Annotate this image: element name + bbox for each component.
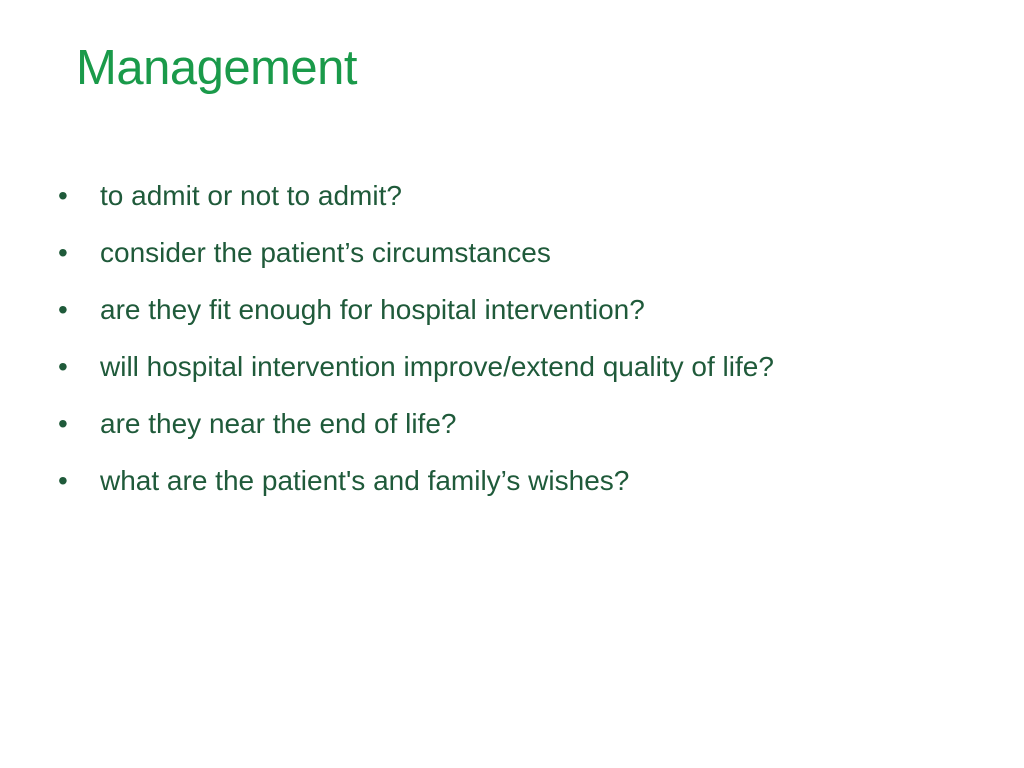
bullet-item [58, 172, 998, 229]
bullet-item [58, 343, 998, 400]
bullet-text: are they fit enough for hospital intervention? [100, 294, 645, 325]
bullet-icon: • [58, 294, 68, 325]
bullet-item [58, 457, 998, 514]
bullet-item [58, 286, 998, 343]
bullet-item [58, 400, 998, 457]
bullet-icon: • [58, 180, 68, 211]
bullet-text: will hospital intervention improve/extend quality of life? [100, 351, 774, 382]
bullet-icon: • [58, 237, 68, 268]
bullet-text: consider the patient’s circumstances [100, 237, 551, 268]
bullet-icon: • [58, 465, 68, 496]
bullet-list [58, 172, 998, 514]
bullet-text: are they near the end of life? [100, 408, 457, 439]
bullet-icon: • [58, 351, 68, 382]
bullet-icon: • [58, 408, 68, 439]
bullet-item [58, 229, 998, 286]
bullet-text: to admit or not to admit? [100, 180, 402, 211]
slide-title: Management [76, 41, 358, 95]
bullet-text: what are the patient's and family’s wishes? [100, 465, 630, 496]
